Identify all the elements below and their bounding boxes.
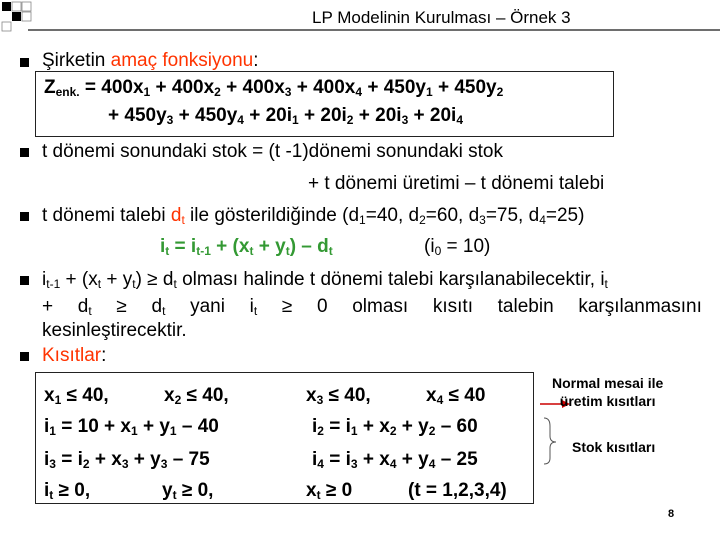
text-segment: + 20i: [353, 105, 402, 126]
text-segment: + y: [253, 236, 286, 257]
objective-keyword: amaç fonksiyonu: [110, 50, 254, 71]
text-segment: t: [173, 277, 177, 291]
text-segment: 3: [479, 213, 486, 227]
constraint-i1: [44, 416, 219, 438]
text-segment: 2: [346, 113, 354, 127]
text-segment: ) – d: [289, 236, 329, 257]
text-segment: =60, d: [425, 205, 480, 226]
text-segment: 4: [539, 213, 546, 227]
text-segment: 2: [428, 424, 436, 438]
text-segment: – 40: [176, 416, 219, 437]
constraint-i4: [312, 449, 478, 471]
justified-word: karşılanmasını: [578, 296, 702, 317]
text-segment: + y: [128, 449, 161, 470]
text-segment: = 10 + x: [55, 416, 131, 437]
stock-balance-line2: + t dönemi üretimi – t dönemi talebi: [308, 173, 605, 194]
text-segment: t: [285, 244, 290, 258]
constraint-i3: [44, 449, 210, 471]
text-segment: 1: [292, 113, 299, 127]
justified-word: talebin: [497, 296, 554, 317]
constraint-x4: [426, 385, 485, 407]
text-segment: 1: [143, 85, 151, 99]
text-segment: i: [44, 416, 50, 437]
text-segment: ≥ 0,: [53, 480, 91, 501]
text-segment: – 75: [167, 449, 210, 470]
constraint-it-nonneg: [44, 480, 90, 502]
bullet-square-icon: [20, 352, 29, 361]
text-segment: + 400x: [220, 77, 285, 98]
title-divider: [28, 29, 720, 31]
text-segment: 1: [130, 424, 138, 438]
text-segment: 3: [166, 113, 174, 127]
justified-word: 0: [316, 296, 328, 317]
objective-intro: Şirketin amaç fonksiyonu:: [42, 50, 259, 71]
text-segment: i: [312, 449, 318, 470]
demand-definition: [42, 205, 584, 227]
text-segment: x: [306, 385, 317, 406]
text-segment: = i: [323, 416, 351, 437]
text-segment: + 450y: [432, 77, 497, 98]
text-segment: + 450y: [173, 105, 238, 126]
text-segment: 0: [434, 244, 442, 258]
initial-inventory: [424, 236, 490, 258]
constraint-x2: [164, 385, 229, 407]
justified-word: $d_t$: [77, 296, 92, 318]
condition-line2: [42, 296, 702, 318]
text-segment: + x: [357, 449, 390, 470]
justified-word: $d_t$: [151, 296, 166, 318]
text-segment: 3: [316, 393, 324, 407]
text-segment: ≤ 40,: [323, 385, 371, 406]
bullet-square-icon: [20, 148, 29, 157]
constraints-heading: Kısıtlar:: [42, 345, 107, 366]
text-segment: + 20i: [298, 105, 347, 126]
text-segment: t: [249, 244, 254, 258]
text-segment: ≤ 40,: [61, 385, 109, 406]
text-segment: x: [426, 385, 437, 406]
text-segment: (i: [424, 236, 435, 257]
text-segment: 2: [317, 424, 324, 438]
text-segment: + x: [357, 416, 390, 437]
text-segment: ≥ 0,: [176, 480, 214, 501]
stock-constraints-note: Stok kısıtları: [572, 439, 656, 455]
text-segment: ≤ 40: [443, 385, 486, 406]
text-segment: 2: [82, 457, 90, 471]
constraint-x1: [44, 385, 109, 407]
text-segment: i: [42, 269, 47, 290]
text-segment: x: [306, 480, 317, 501]
text-segment: t: [165, 244, 170, 258]
justified-word: ≥: [281, 296, 293, 317]
decorative-squares: [0, 0, 60, 40]
text-segment: 4: [237, 113, 244, 127]
text-segment: t: [49, 488, 54, 502]
constraint-xt-nonneg: [306, 480, 352, 502]
text-segment: t: [604, 277, 608, 291]
constraint-x3: [306, 385, 371, 407]
text-segment: + y: [137, 416, 170, 437]
justified-word: $i_t$: [249, 296, 258, 318]
text-segment: 4: [456, 113, 464, 127]
constraint-period-range: [408, 480, 507, 502]
text-segment: 3: [401, 113, 409, 127]
text-segment: 1: [169, 424, 177, 438]
text-segment: t dönemi talebi: [42, 205, 171, 226]
text-segment: 1: [425, 85, 433, 99]
text-segment: = 400x: [79, 77, 144, 98]
text-segment: 2: [419, 213, 426, 227]
text-segment: ile gösterildiğinde (d: [184, 205, 360, 226]
text-segment: ≥ 0: [320, 480, 353, 501]
text-segment: = i: [55, 449, 83, 470]
text-segment: y: [162, 480, 173, 501]
constraint-yt-nonneg: [162, 480, 213, 502]
condition-line3: kesinleştirecektir.: [42, 320, 187, 341]
text-segment: + y: [396, 449, 429, 470]
text-segment: 1: [54, 393, 62, 407]
text-segment: i: [44, 449, 50, 470]
text-segment: t: [328, 244, 333, 258]
text-segment: 3: [350, 457, 358, 471]
text-segment: =25): [545, 205, 585, 226]
right-brace-icon: [544, 418, 556, 464]
objective-function-line1: $Z_{enk.} = 400x_1 + 400x_2 + 400x_3 + 400x_4 + 450y_1 + 450y_2$: [44, 77, 504, 99]
text-segment: t-1: [196, 244, 211, 258]
text-segment: =40, d: [365, 205, 420, 226]
text-segment: d: [170, 205, 182, 226]
text-segment: t: [97, 277, 102, 291]
text-segment: 2: [496, 85, 504, 99]
text-segment: + 400x: [291, 77, 356, 98]
text-segment: 4: [317, 457, 324, 471]
text-segment: =75, d: [485, 205, 540, 226]
justified-word: olması: [352, 296, 409, 317]
text-segment: 1: [49, 424, 56, 438]
text-segment: 2: [214, 85, 221, 99]
justified-word: +: [42, 296, 54, 317]
text-segment: + 20i: [408, 105, 457, 126]
text-segment: + x: [89, 449, 122, 470]
text-segment: t: [316, 488, 321, 502]
justified-word: ≥: [116, 296, 127, 317]
page-number: 8: [668, 508, 675, 520]
text-segment: 4: [428, 457, 436, 471]
text-segment: t: [172, 488, 177, 502]
text-segment: olması halinde t dönemi talebi karşılanabilecektir, i: [176, 269, 605, 290]
text-segment: – 25: [435, 449, 478, 470]
bullet-square-icon: [20, 58, 29, 67]
text-segment: + (x: [210, 236, 250, 257]
text-segment: 1: [350, 424, 358, 438]
text-segment: t-1: [46, 277, 61, 291]
bullet-square-icon: [20, 276, 29, 285]
text-segment: (t = 1,2,3,4): [408, 480, 507, 501]
text-segment: + 450y: [362, 77, 426, 98]
text-segment: i: [160, 236, 166, 257]
text-segment: 4: [355, 85, 363, 99]
text-segment: t: [181, 213, 185, 227]
text-segment: 1: [359, 213, 366, 227]
text-segment: = i: [323, 449, 351, 470]
text-segment: ) ≥ d: [135, 269, 174, 290]
text-segment: + 400x: [150, 77, 215, 98]
objective-function-line2: [108, 105, 463, 127]
text-segment: + 450y: [108, 105, 167, 126]
text-segment: x: [164, 385, 175, 406]
text-segment: 4: [389, 457, 397, 471]
text-segment: 3: [284, 85, 292, 99]
text-segment: 2: [389, 424, 397, 438]
text-segment: 4: [436, 393, 444, 407]
justified-word: yani: [190, 296, 225, 317]
condition-line1: [42, 269, 608, 291]
text-segment: 2: [174, 393, 182, 407]
text-segment: – 60: [435, 416, 478, 437]
bullet-square-icon: [20, 212, 29, 221]
text-segment: = i: [169, 236, 197, 257]
justified-word: kısıtı: [432, 296, 473, 317]
normal-production-note: Normal mesai ile üretim kısıtları: [552, 375, 664, 409]
text-segment: + y: [101, 269, 133, 290]
text-segment: 3: [160, 457, 168, 471]
text-segment: + (x: [60, 269, 98, 290]
text-segment: + 20i: [243, 105, 293, 126]
text-segment: ≤ 40,: [181, 385, 229, 406]
inventory-equation: [160, 236, 333, 258]
text-segment: t: [132, 277, 136, 291]
text-segment: 3: [49, 457, 56, 471]
slide-title: LP Modelinin Kurulması – Örnek 3: [312, 8, 571, 27]
text-segment: + y: [396, 416, 429, 437]
constraint-i2: [312, 416, 478, 438]
text-segment: i: [44, 480, 50, 501]
text-segment: x: [44, 385, 55, 406]
text-segment: 3: [121, 457, 129, 471]
text-segment: = 10): [441, 236, 491, 257]
stock-balance-line1: t dönemi sonundaki stok = (t -1)dönemi sonundaki stok: [42, 141, 504, 162]
text-segment: i: [312, 416, 318, 437]
